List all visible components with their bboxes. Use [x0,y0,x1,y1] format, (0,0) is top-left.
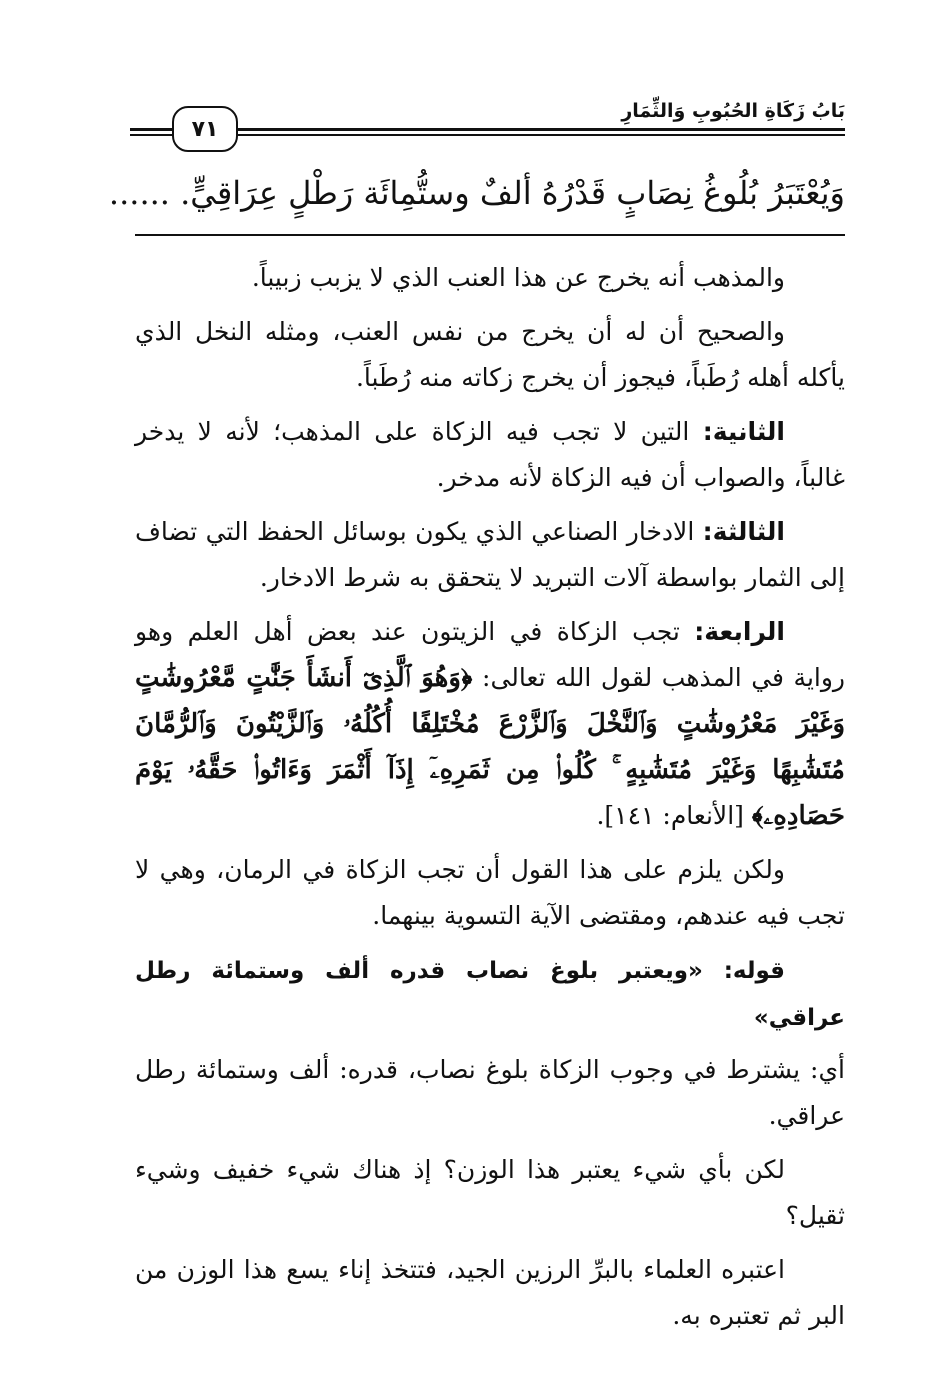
paragraph [135,1147,845,1239]
quran-verse: ﴿وَهُوَ ٱلَّذِىٓ أَنشَأَ جَنَّٰتٍ مَّعْرُوشَٰتٍ وَغَيْرَ مَعْرُوشَٰتٍ وَٱلنَّخْلَ وَٱلزَّرْعَ مُخْتَلِفًا أُكُلُهُۥ وَٱلزَّيْتُونَ وَٱلرُّمَّانَ مُتَشَٰبِهًا وَغَيْرَ مُتَشَٰبِهٍ ۚ كُلُوا۟ مِن ثَمَرِهِۦٓ إِذَآ أَثْمَرَ وَءَاتُوا۟ حَقَّهُۥ يَوْمَ حَصَادِهِۦ﴾ [135,663,845,831]
paragraph [135,309,845,401]
commentary-body [135,255,845,1347]
paragraph-label: الثانية: [702,417,786,446]
qawl-quote: «ويعتبر بلوغ نصاب قدره ألف وستمائة رطل عراقي» [135,958,845,1031]
paragraph-fourth [135,609,845,839]
paragraph-text: والمذهب أنه يخرج عن هذا العنب الذي لا يزبب زبيباً. [251,263,785,292]
header-rule [234,128,845,131]
paragraph-text: أي: يشترط في وجوب الزكاة بلوغ نصاب، قدره: ألف وستمائة رطل عراقي. [135,1055,845,1130]
page-header [130,100,845,156]
header-rule [234,134,845,136]
paragraph-text: اعتبره العلماء بالبرِّ الرزين الجيد، فتتخذ إناء يسع هذا الوزن من البر ثم تعتبره به. [135,1255,845,1330]
paragraph-text: تجب الزكاة في الزيتون عند بعض أهل العلم وهو رواية في المذهب لقول الله تعالى: [135,617,845,692]
header-rule [130,134,176,136]
matn-text: وَيُعْتَبَرُ بُلُوغُ نِصَابٍ قَدْرُهُ ألفٌ وستُّمِائَة رَطْلٍ عِرَاقِيٍّ. ...... [108,174,845,212]
paragraph [135,509,845,601]
paragraph-text: والصحيح أن له أن يخرج من نفس العنب، ومثله النخل الذي يأكله أهله رُطَباً، فيجوز أن يخرج زكاته منه رُطَباً. [135,317,845,392]
qawl-heading [135,947,845,1041]
paragraph-label: الثالثة: [702,517,785,546]
paragraph [135,1047,845,1139]
paragraph-text: ولكن يلزم على هذا القول أن تجب الزكاة في الرمان، وهي لا تجب فيه عندهم، ومقتضى الآية التسوية بينهما. [135,855,845,930]
matn-separator [135,234,845,236]
page-number: ٧١ [172,106,238,152]
paragraph-text: الادخار الصناعي الذي يكون بوسائل الحفظ التي تضاف إلى الثمار بواسطة آلات التبريد لا يتحقق به شرط الادخار. [135,517,845,592]
header-rule [130,128,176,131]
paragraph [135,255,845,301]
paragraph-text: لكن بأي شيء يعتبر هذا الوزن؟ إذ هناك شيء خفيف وشيء ثقيل؟ [135,1155,845,1230]
qawl-label: قوله: [723,958,785,984]
paragraph [135,1247,845,1339]
verse-reference: [الأنعام: ١٤١]. [596,801,744,830]
chapter-title: بَابُ زَكَاةِ الحُبُوبِ وَالثِّمَارِ [613,100,845,122]
paragraph-text: التين لا تجب فيه الزكاة على المذهب؛ لأنه لا يدخر غالباً، والصواب أن فيه الزكاة لأنه مدخر. [135,417,845,492]
paragraph [135,847,845,939]
paragraph [135,409,845,501]
paragraph-label: الرابعة: [694,617,785,646]
